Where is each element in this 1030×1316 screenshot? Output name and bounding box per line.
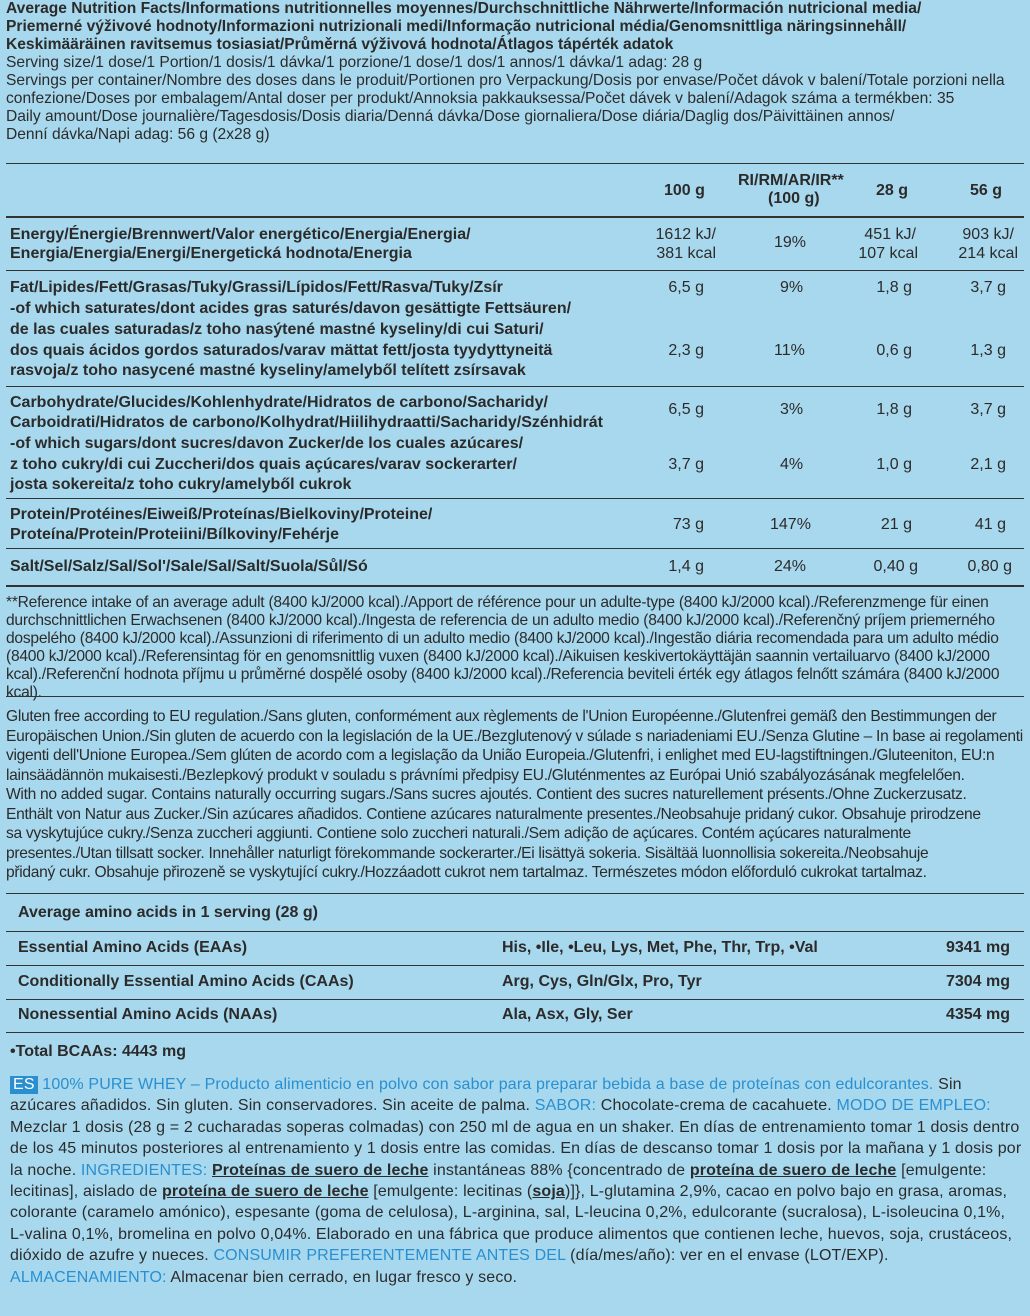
amino-group: Essential Amino Acids (EAAs) xyxy=(18,939,248,956)
energy-100g: 381 kcal xyxy=(656,245,716,262)
fat-ri: 9% xyxy=(780,279,804,296)
header-title-line: Priemerné výživové hodnoty/Informazioni nutrizionali medi/Informação nutricional média/Genomsnittliga näringsinnehåll/ xyxy=(6,18,907,35)
amino-row xyxy=(6,966,1024,998)
protein-100g: 73 g xyxy=(672,516,704,533)
energy-100g: 1612 kJ/ xyxy=(655,226,716,243)
divider xyxy=(6,893,1024,894)
servings-per-container: confezione/Doses por embalagem/Antal doser per produkt/Annoksia pakkauksessa/Počet dávek v balení/Adagok száma a termékben: 35 xyxy=(6,90,955,107)
energy-56g: 214 kcal xyxy=(958,245,1018,262)
product-name: 100% PURE WHEY – Producto alimenticio en polvo con sabor para preparar bebida a base de proteínas con edulcorantes. xyxy=(42,1076,934,1093)
saturates-label: dos quais ácidos gordos saturados/varav mättat fett/josta tyydyttyneitä xyxy=(10,342,553,359)
divider xyxy=(6,548,1024,549)
carbohydrate-56g: 3,7 g xyxy=(970,401,1006,418)
divider xyxy=(6,696,1024,697)
sugars-56g: 2,1 g xyxy=(970,456,1006,473)
allergen: proteína de suero de leche xyxy=(689,1161,897,1179)
note-line: presentes./Utan tillsatt socker. Innehåller naturligt förekommande sockerarter./Ei lisättyä sokeria. Sisältää luonnollisia sokereita./Neobsahuje xyxy=(6,844,929,862)
fat-label: Fat/Lipides/Fett/Grasas/Tuky/Grassi/Lípidos/Fett/Rasva/Tuky/Zsír xyxy=(10,279,503,296)
note-line: With no added sugar. Contains naturally occurring sugars./Sans sucres ajoutés. Contient des sucres naturellement présents./Ohne Zuckerzusatz. xyxy=(6,786,967,803)
note-line: **Reference intake of an average adult (8400 kJ/2000 kcal)./Apport de référence pour un adulte-type (8400 kJ/2000 kcal)./Referenzmenge für einen xyxy=(6,594,989,611)
flavor-value: Chocolate-crema de cacahuete. xyxy=(600,1097,832,1115)
sugars-label: josta sokereita/z toho cukry/amelyből cukrok xyxy=(10,476,352,493)
divider xyxy=(6,1032,1024,1033)
note-line: kcal)./Referenční hodnota příjmu u průměrné dospělé osoby (8400 kJ/2000 kcal)./Referencia beviteli érték egy átlagos felnőtt számára (8400 kJ/2000 kcal). xyxy=(6,666,1000,701)
protein-56g: 41 g xyxy=(974,516,1006,533)
note-line: vigenti dell'Unione Europea./Sem glúten de acordo com a legislação da União Europeia./Glutenfri, i enlighet med EU-lagstiftningen./Gluteeniton, EU:n xyxy=(6,747,995,764)
ingredients-text: )]}, L-glutamina 2,9%, cacao en polvo bajo en grasa, aromas, colorante (caramelo amónico), espesante (goma de celulosa), L-arginina, sal, L-leucina 0,2%, edulcorante (sucralosa), L-isoleucina 0,1%, L-valina 0,1%, bromelina en polvo 0,04%. Elaborado en una fábrica que produce alimentos que contienen leche, huevos, soja, crustáceos, dióxido de azufre y nueces. xyxy=(10,1183,1013,1265)
amino-amount: 9341 mg xyxy=(945,939,1010,956)
protein-ri: 147% xyxy=(770,516,811,533)
allergen: Proteínas de suero de leche xyxy=(211,1161,429,1179)
amino-row xyxy=(6,932,1024,964)
amino-group: Nonessential Amino Acids (NAAs) xyxy=(18,1006,278,1023)
serving-size: Serving size/1 dose/1 Portion/1 dosis/1 dávka/1 porzione/1 dose/1 dos/1 annos/1 dávka/1 adag: 28 g xyxy=(6,54,703,71)
amino-row xyxy=(6,999,1024,1031)
storage-text: Almacenar bien cerrado, en lugar fresco y seco. xyxy=(170,1268,518,1286)
energy-label: Energy/Énergie/Brennwert/Valor energético/Energia/Energia/ xyxy=(10,226,471,243)
ingredients-label: INGREDIENTES: xyxy=(80,1161,208,1179)
daily-amount: Daily amount/Dose journalière/Tagesdosis/Dosis diaria/Denná dávka/Dose giornaliera/Dose diária/Daglig dos/Päivittäinen annos/ xyxy=(6,108,895,125)
divider xyxy=(6,270,1024,271)
salt-28g: 0,40 g xyxy=(873,558,918,575)
sugars-label: z toho cukry/di cui Zuccheri/dos quais açúcares/varav sockerarter/ xyxy=(10,456,517,473)
energy-ri: 19% xyxy=(774,234,807,251)
saturates-28g: 0,6 g xyxy=(876,342,912,359)
amino-amount: 7304 mg xyxy=(945,973,1010,990)
saturates-56g: 1,3 g xyxy=(970,342,1006,359)
saturates-100g: 2,3 g xyxy=(668,342,704,359)
nutrition-table xyxy=(0,0,1030,580)
sugars-100g: 3,7 g xyxy=(668,456,704,473)
best-before-text: (día/mes/año): ver en el envase (LOT/EXP). xyxy=(570,1247,889,1265)
carbohydrate-28g: 1,8 g xyxy=(876,401,912,418)
divider xyxy=(6,498,1024,499)
saturates-label: -of which saturates/dont acides gras saturés/davon gesättigte Fettsäuren/ xyxy=(10,300,572,317)
storage-label: ALMACENAMIENTO: xyxy=(10,1268,167,1286)
total-bcaas: •Total BCAAs: 4443 mg xyxy=(10,1043,187,1060)
sugars-label: -of which sugars/dont sucres/davon Zucker/de los cuales azúcares/ xyxy=(10,435,524,452)
fat-28g: 1,8 g xyxy=(876,279,912,296)
amino-acids: Ala, Asx, Gly, Ser xyxy=(502,1006,633,1023)
col-100g: 100 g xyxy=(664,182,705,199)
note-line: Europäischen Union./Sin gluten de acuerdo con la legislación de la UE./Bezglutenový v súlade s nariadeniami EU./Senza Glutine – In base ai regolamenti xyxy=(6,727,1023,745)
amino-title: Average amino acids in 1 serving (28 g) xyxy=(18,904,318,921)
header-title-line: Average Nutrition Facts/Informations nutritionnelles moyennes/Durchschnittliche Nährwerte/Información nutricional media/ xyxy=(6,0,922,17)
saturates-ri: 11% xyxy=(774,342,805,359)
amino-acids: Arg, Cys, Gln/Glx, Pro, Tyr xyxy=(502,973,702,990)
col-28g: 28 g xyxy=(876,182,909,199)
salt-label: Salt/Sel/Salz/Sal/Sol'/Sale/Sal/Salt/Suola/Sůl/Só xyxy=(10,558,368,575)
note-line: lainsäädännön mukaisesti./Bezlepkový produkt v souladu s právními předpisy EU./Gluténmentes az Európai Unió szabályozásának megfelelően. xyxy=(6,766,965,784)
gluten-sugar-note xyxy=(6,707,1024,883)
carbohydrate-label: Carbohydrate/Glucides/Kohlenhydrate/Hidratos de carbono/Sacharidy/ xyxy=(10,394,548,411)
sugars-28g: 1,0 g xyxy=(876,456,912,473)
note-line: přidaný cukr. Obsahuje přirozeně se vyskytující cukry./Hozzáadott cukrot nem tartalmaz. Természetes módon előforduló cukrokat tartalmaz. xyxy=(6,864,927,881)
fat-56g: 3,7 g xyxy=(970,279,1006,296)
fat-100g: 6,5 g xyxy=(668,279,704,296)
note-line: (8400 kJ/2000 kcal)./Referensintag för en genomsnittlig vuxen (8400 kJ/2000 kcal)./Aikuisen keskivertokäyttäjän saannin vertailuarvo (8400 kJ/2000 xyxy=(6,648,990,665)
amino-acids: His, •Ile, •Leu, Lys, Met, Phe, Thr, Trp, •Val xyxy=(502,939,818,956)
carbohydrate-100g: 6,5 g xyxy=(668,401,704,418)
divider xyxy=(6,585,1024,587)
allergen: proteína de suero de leche xyxy=(162,1183,369,1201)
protein-label: Protein/Protéines/Eiweiß/Proteínas/Bielkoviny/Proteine/ xyxy=(10,506,433,523)
energy-28g: 107 kcal xyxy=(858,245,918,262)
amino-title-row xyxy=(6,897,1024,929)
salt-ri: 24% xyxy=(774,558,807,575)
note-line: durchschnittlichen Erwachsenen (8400 kJ/2000 kcal)./Ingesta de referencia de un adulto medio (8400 kJ/2000 kcal)./Referenčný príjem priemerného xyxy=(6,612,995,629)
col-ri: RI/RM/AR/IR** xyxy=(738,172,844,189)
reference-intake-note xyxy=(6,594,1024,702)
note-line: Enthält von Natur aus Zucker./Sin azúcares añadidos. Contiene azúcares naturalmente presentes./Neobsahuje pridaný cukor. Obsahuje prirodzene xyxy=(6,805,981,823)
salt-56g: 0,80 g xyxy=(967,558,1012,575)
usage-label: MODO DE EMPLEO: xyxy=(836,1097,991,1115)
header-title-line: Keskimääräinen ravitsemus tosiasiat/Průměrná výživová hodnota/Átlagos tápérték adatok xyxy=(6,36,674,53)
saturates-label: rasvoja/z toho nasycené mastné kyseliny/amelyből telített zsírsavak xyxy=(10,362,526,379)
language-badge: ES xyxy=(10,1076,38,1094)
note-line: Gluten free according to EU regulation./Sans gluten, conformément aux règlements de l'Union Européenne./Glutenfrei gemäß den Bestimmungen der xyxy=(6,708,997,725)
saturates-label: de las cuales saturadas/z toho nasýtené mastné kyseliny/di cui Saturi/ xyxy=(10,321,544,338)
divider xyxy=(6,386,1024,387)
energy-28g: 451 kJ/ xyxy=(864,226,916,243)
flavor-label: SABOR: xyxy=(534,1097,597,1115)
salt-100g: 1,4 g xyxy=(668,558,704,575)
carbohydrate-label: Carboidrati/Hidratos de carbono/Kolhydrat/Hiilihydraatti/Sacharidy/Szénhidrát xyxy=(10,414,603,431)
product-claims: Sin azúcares añadidos. Sin gluten. Sin conservadores. Sin aceite de palma. xyxy=(10,1076,962,1115)
amino-group: Conditionally Essential Amino Acids (CAAs) xyxy=(18,973,354,990)
sugars-ri: 4% xyxy=(780,456,804,473)
carbohydrate-ri: 3% xyxy=(780,401,804,418)
note-line: sa vyskytujúce cukry./Senza zuccheri aggiunti. Contiene solo zuccheri naturali./Sem adição de açúcares. Contém açúcares naturalmente xyxy=(6,825,911,842)
protein-label: Proteína/Protein/Proteiini/Bílkoviny/Fehérje xyxy=(10,526,339,543)
col-ri-100g: (100 g) xyxy=(768,190,820,207)
usage-text: Mezclar 1 dosis (28 g = 2 cucharadas soperas colmadas) con 250 ml de agua en un shaker. En días de entrenamiento tomar 1 dosis dentro de los 45 minutos posteriores al entrenamiento y 1 dosis entre las comidas. En días de descanso tomar 1 dosis por la mañana y 1 dosis por la noche. xyxy=(10,1118,1022,1179)
col-56g: 56 g xyxy=(970,182,1003,199)
best-before-label: CONSUMIR PREFERENTEMENTE ANTES DEL xyxy=(213,1247,566,1265)
energy-label: Energia/Energia/Energi/Energetická hodnota/Energia xyxy=(10,245,412,262)
protein-28g: 21 g xyxy=(880,516,912,533)
energy-56g: 903 kJ/ xyxy=(962,226,1014,243)
ingredients-text: [emulgente: lecitinas ( xyxy=(373,1183,533,1201)
ingredients-text: instantáneas 88% {concentrado de xyxy=(433,1161,686,1179)
spanish-description xyxy=(10,1074,1024,1288)
allergen: soja xyxy=(532,1183,565,1201)
daily-amount: Denní dávka/Napi adag: 56 g (2x28 g) xyxy=(6,126,270,143)
amino-amount: 4354 mg xyxy=(945,1006,1010,1023)
note-line: dospelého (8400 kJ/2000 kcal)./Assunzioni di riferimento di un adulto medio (8400 kJ/2000 kcal)./Ingestão diária recomendada para um adulto médio xyxy=(6,630,999,647)
ingredients-text: [emulgente: lecitinas], aislado de xyxy=(10,1161,987,1201)
servings-per-container: Servings per container/Nombre des doses dans le produit/Portionen pro Verpackung/Dosis por envase/Počet dávok v balení/Totale porzioni nella xyxy=(6,72,1005,89)
